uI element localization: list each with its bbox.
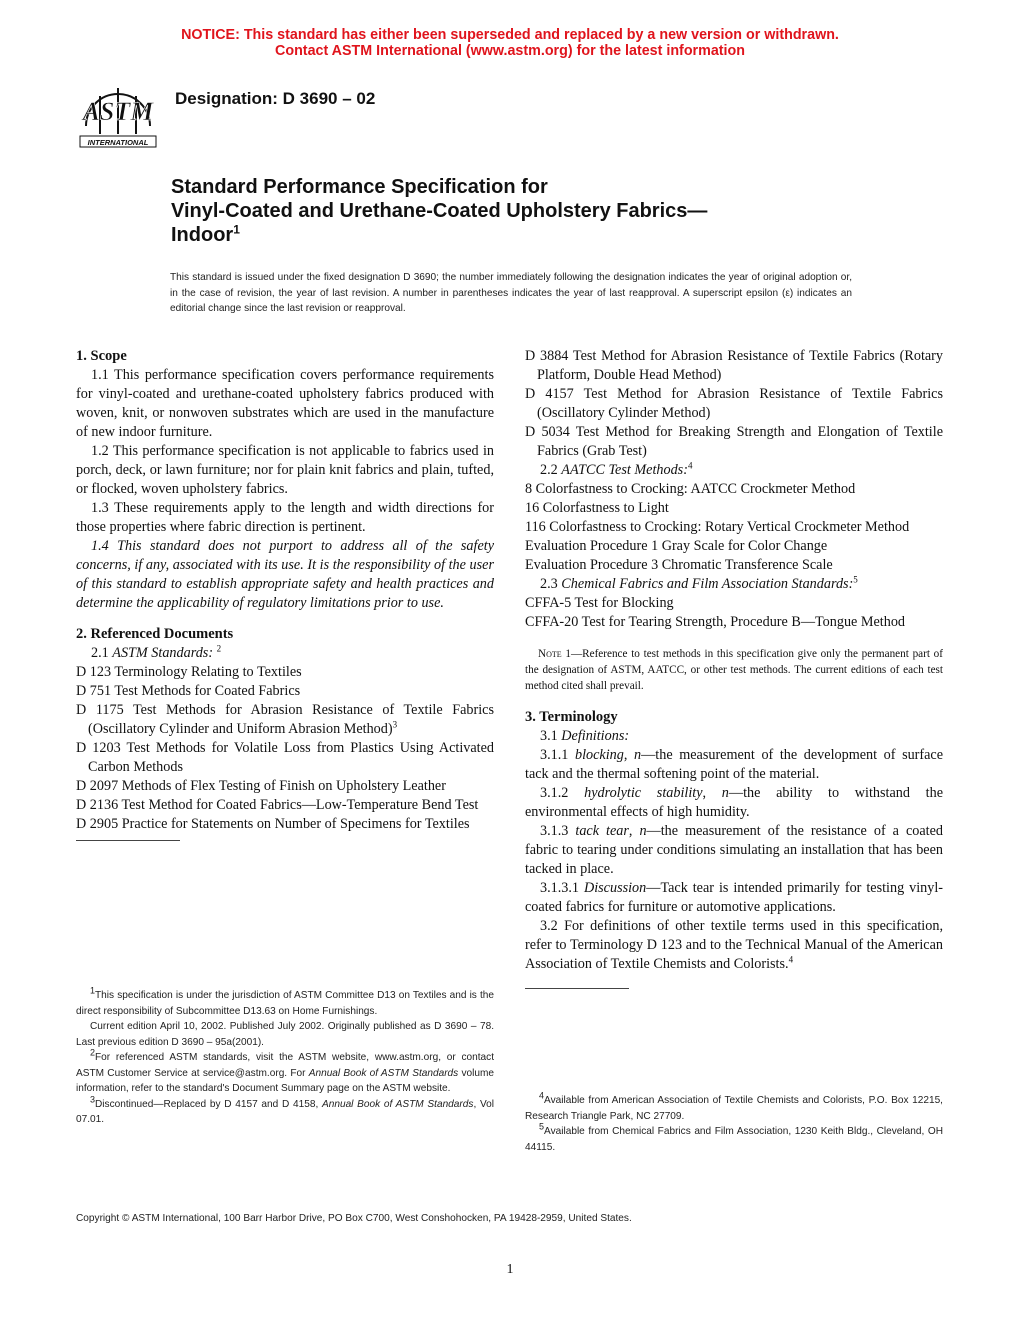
footnotes-left bbox=[76, 985, 495, 1128]
reference-item: D 1203 Test Methods for Volatile Loss from Plastics Using Activated Carbon Methods bbox=[76, 740, 494, 775]
aatcc-methods-label: 2.2 AATCC Test Methods:$^4$ bbox=[540, 460, 693, 478]
reference-item: D 5034 Test Method for Breaking Strength and Elongation of Textile Fabrics (Grab Test) bbox=[525, 424, 943, 459]
copyright-line: Copyright © ASTM International, 100 Barr Harbor Drive, PO Box C700, West Conshohocken, PA 19428-2959, United States. bbox=[76, 1213, 632, 1224]
reference-item: CFFA-20 Test for Tearing Strength, Procedure B—Tongue Method bbox=[525, 614, 906, 630]
definitions-label: 3.1 Definitions: bbox=[540, 728, 630, 744]
astm-standards-label: 2.1 ASTM Standards: $^2$ bbox=[91, 643, 222, 661]
paragraph-3-2: 3.2 For definitions of other textile terms used in this specification, refer to Terminology D 123 and to the Technical Manual of the American Association of Textile Chemists and Colorists.$^4$ bbox=[525, 918, 943, 972]
reference-item: D 123 Terminology Relating to Textiles bbox=[76, 664, 302, 680]
title-line-1: Standard Performance Specification for bbox=[171, 176, 548, 198]
astm-logo-icon bbox=[76, 74, 160, 150]
reference-item: D 2136 Test Method for Coated Fabrics—Low-Temperature Bend Test bbox=[76, 797, 479, 813]
reference-item: D 4157 Test Method for Abrasion Resistance of Textile Fabrics (Oscillatory Cylinder Method) bbox=[525, 386, 943, 421]
discussion-tack-tear: 3.1.3.1 Discussion—Tack tear is intended primarily for testing vinyl-coated fabrics for furniture or automotive applications. bbox=[525, 880, 944, 915]
astm-reference-list bbox=[76, 663, 494, 834]
title-line-2: Vinyl-Coated and Urethane-Coated Upholstery Fabrics— bbox=[171, 200, 708, 222]
reference-item: Evaluation Procedure 3 Chromatic Transference Scale bbox=[525, 557, 833, 573]
astm-reference-list-continued bbox=[525, 347, 943, 461]
section-heading-referenced-documents: 2. Referenced Documents bbox=[76, 626, 234, 642]
reference-item: D 1175 Test Methods for Abrasion Resistance of Textile Fabrics (Oscillatory Cylinder and Uniform Abrasion Method)$^3$ bbox=[76, 702, 494, 737]
reference-item: Evaluation Procedure 1 Gray Scale for Color Change bbox=[525, 538, 828, 554]
footnote-1-edition: Current edition April 10, 2002. Published July 2002. Originally published as D 3690 – 78. Last previous edition D 3690 – 95a(2001). bbox=[76, 1021, 494, 1048]
astm-logo bbox=[76, 74, 160, 150]
reference-item: D 2905 Practice for Statements on Number of Specimens for Textiles bbox=[76, 816, 470, 832]
footnote-4: $^4$Available from American Association of Textile Chemists and Colorists, P.O. Box 12215, Research Triangle Park, NC 27709. bbox=[525, 1090, 943, 1122]
paragraph-1-3: 1.3 These requirements apply to the length and width directions for those properties where fabric direction is pertinent. bbox=[76, 500, 494, 535]
logo-subtext: INTERNATIONAL bbox=[87, 138, 149, 147]
reference-item: D 2097 Methods of Flex Testing of Finish on Upholstery Leather bbox=[76, 778, 446, 794]
paragraph-1-1: 1.1 This performance specification covers performance requirements for vinyl-coated and urethane-coated upholstery fabrics produced with woven, knit, or nonwoven substrates which are used in the manufacture of new indoor furniture. bbox=[76, 367, 494, 440]
reference-item: 8 Colorfastness to Crocking: AATCC Crockmeter Method bbox=[525, 481, 856, 497]
intro-paragraph: This standard is issued under the fixed designation D 3690; the number immediately following the designation indicates the year of original adoption or, in the case of revision, the year of last revision. A number in parentheses indicates the year of last reapproval. A superscript epsilon (ε) indicates an editorial change since the last revision or reapproval. bbox=[170, 272, 852, 314]
right-column bbox=[525, 347, 943, 989]
footnote-rule-left bbox=[76, 840, 180, 841]
title-line-3: Indoor$^1$ bbox=[171, 222, 240, 246]
footnote-2: $^2$For referenced ASTM standards, visit the ASTM website, www.astm.org, or contact ASTM Customer Service at service@astm.org. For Annual Book of ASTM Standards volume information, refer to the standard's Document Summary page on the ASTM website. bbox=[76, 1047, 495, 1094]
footnotes-right bbox=[525, 1090, 943, 1155]
aatcc-reference-list bbox=[525, 480, 943, 575]
notice-line-1: NOTICE: This standard has either been superseded and replaced by a new version or withdrawn. bbox=[181, 27, 839, 43]
title-footnote-ref: 1 bbox=[233, 222, 240, 237]
reference-item: D 3884 Test Method for Abrasion Resistance of Textile Fabrics (Rotary Platform, Double Head Method) bbox=[525, 348, 943, 383]
section-heading-scope: 1. Scope bbox=[76, 348, 127, 364]
definition-tack-tear: 3.1.3 tack tear, n—the measurement of the resistance of a coated fabric to tearing under conditions simulating an installation that has been tacked in place. bbox=[525, 823, 944, 877]
designation: Designation: D 3690 – 02 bbox=[175, 89, 376, 108]
definition-hydrolytic-stability: 3.1.2 hydrolytic stability, n—the ability to withstand the environmental effects of high humidity. bbox=[525, 785, 944, 820]
reference-item: CFFA-5 Test for Blocking bbox=[525, 595, 674, 611]
reference-item: 16 Colorfastness to Light bbox=[525, 500, 669, 516]
definition-blocking: 3.1.1 blocking, n—the measurement of the development of surface tack and the thermal softening point of the material. bbox=[525, 747, 944, 782]
left-column bbox=[76, 347, 494, 841]
footnote-1: $^1$This specification is under the jurisdiction of ASTM Committee D13 on Textiles and is the direct responsibility of Subcommittee D13.63 on Home Furnishings. bbox=[76, 985, 494, 1017]
notice-line-2: Contact ASTM International (www.astm.org) for the latest information bbox=[275, 43, 745, 59]
paragraph-1-2: 1.2 This performance specification is not applicable to fabrics used in porch, deck, or lawn furniture; nor for plain knit fabrics and plain, tufted, or flocked, woven upholstery fabrics. bbox=[76, 443, 494, 497]
page-number: 1 bbox=[506, 1262, 514, 1277]
cffa-standards-label: 2.3 Chemical Fabrics and Film Association Standards:$^5$ bbox=[540, 574, 858, 592]
document-title bbox=[171, 175, 891, 247]
reference-item: D 751 Test Methods for Coated Fabrics bbox=[76, 683, 301, 699]
footnote-rule-right bbox=[525, 988, 629, 989]
cffa-reference-list bbox=[525, 594, 943, 632]
logo-text: ASTM bbox=[82, 97, 154, 126]
footnote-5: $^5$Available from Chemical Fabrics and Film Association, 1230 Keith Bldg., Cleveland, OH 44115. bbox=[525, 1121, 943, 1153]
reference-item: 116 Colorfastness to Crocking: Rotary Vertical Crockmeter Method bbox=[525, 519, 910, 535]
footnote-3: $^3$Discontinued—Replaced by D 4157 and D 4158, Annual Book of ASTM Standards, Vol 07.01. bbox=[76, 1094, 494, 1125]
paragraph-1-4: 1.4 This standard does not purport to address all of the safety concerns, if any, associated with its use. It is the responsibility of the user of this standard to establish appropriate safety and health practices and determine the applicability of regulatory limitations prior to use. bbox=[76, 538, 494, 611]
note-1: Note 1—Reference to test methods in this specification give only the permanent part of the designation of ASTM, AATCC, or other test methods. The current editions of each test method cited shall prevail. bbox=[525, 648, 944, 692]
notice-banner bbox=[0, 27, 1020, 59]
section-heading-terminology: 3. Terminology bbox=[525, 709, 618, 725]
